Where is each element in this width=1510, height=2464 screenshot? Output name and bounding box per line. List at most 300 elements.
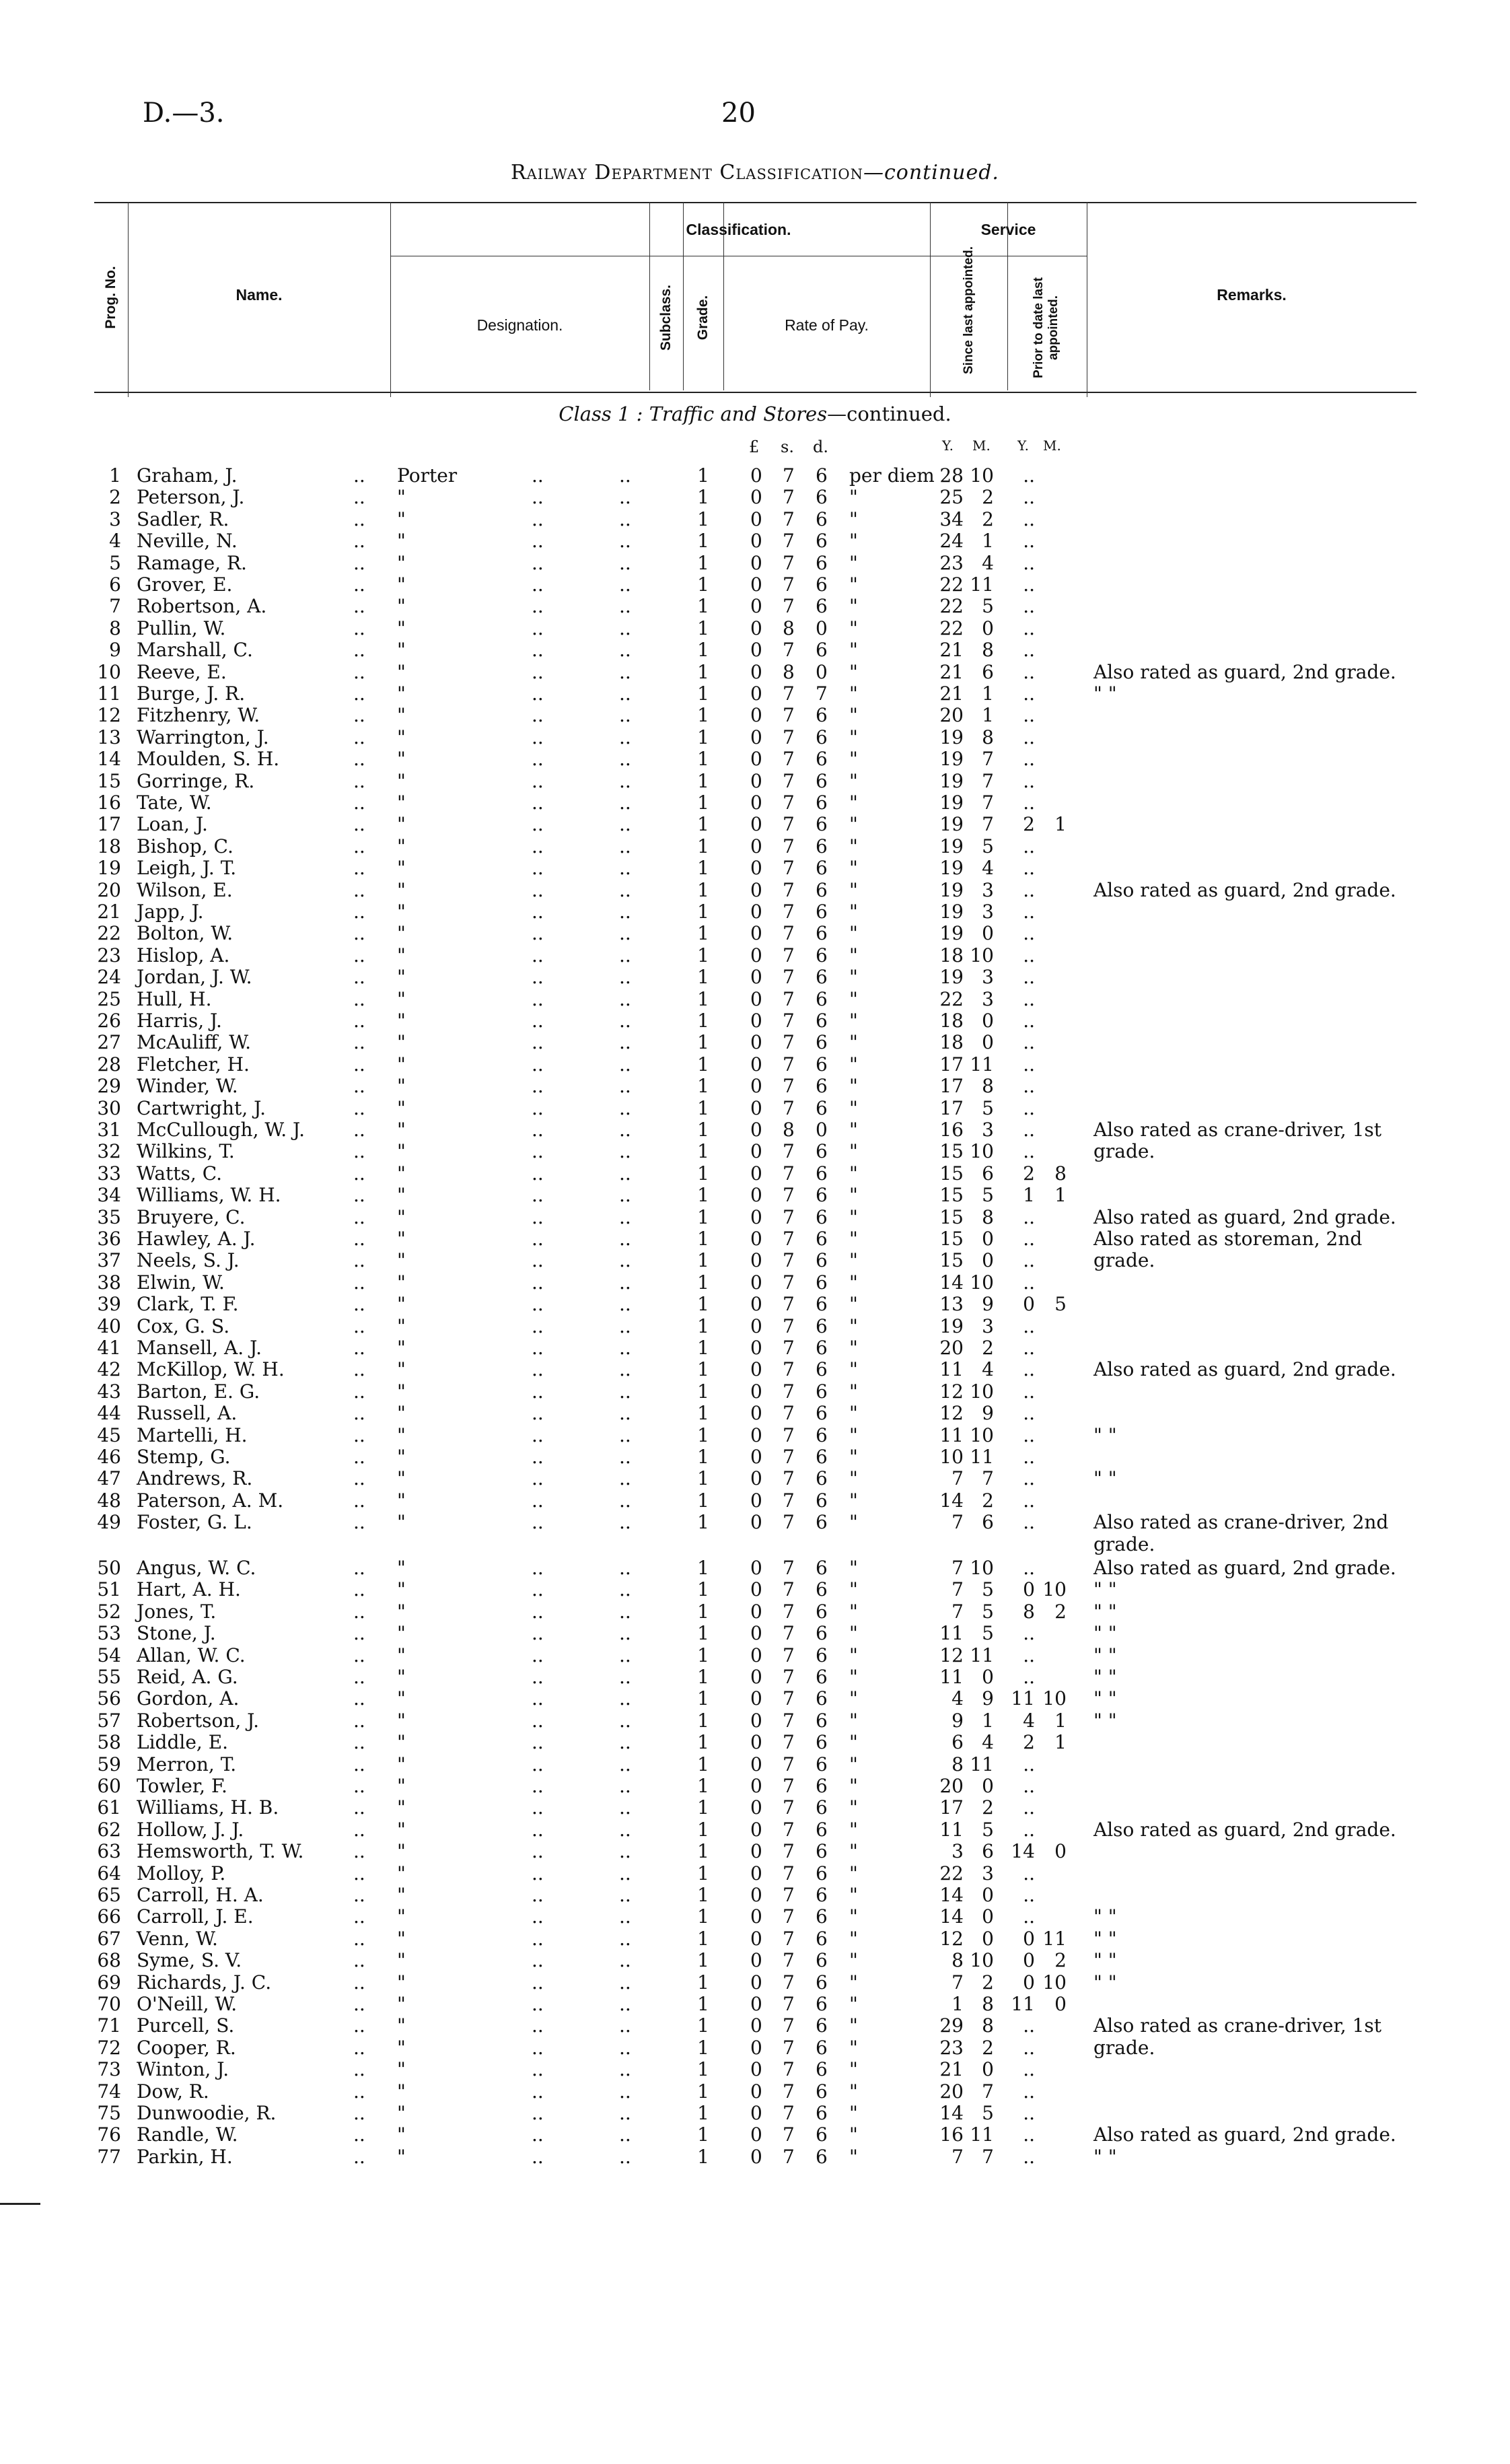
pay-pounds: 0 — [750, 1075, 762, 1098]
pay-shillings: 7 — [783, 966, 795, 989]
name: Richards, J. C. — [137, 1971, 272, 1994]
leader-dots: .. — [619, 2102, 631, 2124]
grade: 1 — [697, 1271, 709, 1294]
since-months: 6 — [982, 1162, 994, 1185]
leader-dots: .. — [353, 835, 365, 857]
pay-basis: " — [849, 1402, 858, 1425]
prior-years: .. — [1023, 639, 1035, 662]
pay-pounds: 0 — [750, 1249, 762, 1272]
pay-shillings: 7 — [783, 1687, 795, 1710]
table-row — [0, 879, 1510, 901]
grade: 1 — [697, 1818, 709, 1841]
leader-dots: .. — [532, 1666, 544, 1688]
prior-years: .. — [1023, 791, 1035, 814]
since-months: 9 — [982, 1293, 994, 1316]
pay-basis: " — [849, 1096, 858, 1119]
pay-basis: " — [849, 944, 858, 966]
pay-pence: 6 — [816, 1731, 828, 1754]
leader-dots: .. — [619, 1075, 631, 1098]
pay-pence: 6 — [816, 1622, 828, 1645]
leader-dots: .. — [619, 922, 631, 945]
pay-basis: " — [849, 901, 858, 923]
name: Robertson, J. — [137, 1709, 260, 1732]
prior-years: .. — [1023, 704, 1035, 727]
pay-pence: 6 — [816, 2123, 828, 2146]
grade: 1 — [697, 1709, 709, 1732]
since-months: 3 — [982, 1119, 994, 1141]
remarks: " " — [1093, 1622, 1117, 1645]
prior-years: .. — [1023, 987, 1035, 1010]
designation: " — [397, 1205, 406, 1228]
leader-dots: .. — [619, 2123, 631, 2146]
leader-dots: .. — [353, 1818, 365, 1841]
prior-years: .. — [1023, 857, 1035, 880]
since-years: 6 — [951, 1731, 964, 1754]
pay-basis: " — [849, 1578, 858, 1601]
prior-years: 4 — [1023, 1709, 1035, 1732]
pay-basis: " — [849, 1949, 858, 1972]
designation: " — [397, 813, 406, 836]
prog-no: 8 — [109, 617, 121, 639]
prior-years: .. — [1023, 1796, 1035, 1819]
pay-basis: " — [849, 1337, 858, 1359]
leader-dots: .. — [353, 507, 365, 530]
since-years: 16 — [939, 2123, 964, 2146]
pay-pence: 6 — [816, 1184, 828, 1207]
since-years: 18 — [939, 1031, 964, 1054]
pay-pounds: 0 — [750, 1578, 762, 1601]
leader-dots: .. — [532, 639, 544, 662]
leader-dots: .. — [353, 1687, 365, 1710]
since-years: 7 — [951, 1557, 964, 1579]
designation: " — [397, 595, 406, 618]
pay-basis: " — [849, 1927, 858, 1950]
pay-basis: " — [849, 1314, 858, 1337]
designation: " — [397, 1271, 406, 1294]
designation: " — [397, 1358, 406, 1381]
leader-dots: .. — [532, 878, 544, 901]
since-years: 20 — [939, 2080, 964, 2103]
pay-pence: 6 — [816, 486, 828, 509]
pay-basis: " — [849, 704, 858, 727]
grade: 1 — [697, 464, 709, 487]
table-row — [0, 1249, 1510, 1271]
pay-shillings: 7 — [783, 1031, 795, 1054]
since-years: 22 — [939, 573, 964, 596]
since-months: 11 — [970, 1644, 994, 1666]
leader-dots: .. — [532, 507, 544, 530]
prior-years: .. — [1023, 682, 1035, 705]
leader-dots: .. — [353, 922, 365, 945]
name: Paterson, A. M. — [137, 1489, 284, 1512]
grade: 1 — [697, 1380, 709, 1403]
since-months: 11 — [970, 2123, 994, 2146]
since-months: 8 — [982, 1993, 994, 2015]
table-row — [0, 1446, 1510, 1467]
since-months: 3 — [982, 878, 994, 901]
since-months: 0 — [982, 2058, 994, 2081]
designation: " — [397, 1467, 406, 1490]
name: Grover, E. — [137, 573, 233, 596]
table-row — [0, 1862, 1510, 1884]
grade: 1 — [697, 1840, 709, 1863]
grade: 1 — [697, 1578, 709, 1601]
prior-years: .. — [1023, 2123, 1035, 2146]
pay-basis: " — [849, 1862, 858, 1885]
name: Bishop, C. — [137, 835, 233, 857]
pay-pence: 6 — [816, 595, 828, 618]
grade: 1 — [697, 1010, 709, 1032]
designation: " — [397, 1775, 406, 1797]
grade: 1 — [697, 486, 709, 509]
pay-pence: 6 — [816, 1467, 828, 1490]
name: Tate, W. — [137, 791, 212, 814]
remarks: Also rated as guard, 2nd grade. — [1093, 1205, 1396, 1228]
table-row — [0, 661, 1510, 682]
name: Neville, N. — [137, 530, 238, 553]
name: Hollow, J. J. — [137, 1818, 244, 1841]
pay-shillings: 7 — [783, 1096, 795, 1119]
leader-dots: .. — [619, 1096, 631, 1119]
prior-years: .. — [1023, 1753, 1035, 1775]
since-months: 0 — [982, 922, 994, 945]
pay-shillings: 7 — [783, 573, 795, 596]
pay-pence: 6 — [816, 2080, 828, 2103]
since-years: 14 — [939, 1905, 964, 1928]
since-months: 7 — [982, 748, 994, 771]
pay-pence: 6 — [816, 639, 828, 662]
class-line — [0, 402, 1510, 425]
pay-pounds: 0 — [750, 1884, 762, 1906]
pay-shillings: 7 — [783, 1949, 795, 1972]
title-suffix: —continued. — [863, 161, 999, 184]
since-years: 20 — [939, 1775, 964, 1797]
leader-dots: .. — [353, 791, 365, 814]
pay-pounds: 0 — [750, 1053, 762, 1076]
since-years: 15 — [939, 1162, 964, 1185]
prog-no: 48 — [97, 1489, 121, 1512]
leader-dots: .. — [353, 573, 365, 596]
designation: " — [397, 2080, 406, 2103]
leader-dots: .. — [619, 2145, 631, 2168]
since-months: 0 — [982, 1228, 994, 1250]
since-months: 7 — [982, 1467, 994, 1490]
since-years: 22 — [939, 987, 964, 1010]
pay-basis: " — [849, 1818, 858, 1841]
table-row — [0, 1710, 1510, 1731]
prog-no: 25 — [97, 987, 121, 1010]
designation: " — [397, 704, 406, 727]
pay-pence: 6 — [816, 1709, 828, 1732]
leader-dots: .. — [619, 1271, 631, 1294]
grade: 1 — [697, 704, 709, 727]
since-years: 18 — [939, 944, 964, 966]
leader-dots: .. — [619, 857, 631, 880]
table-row — [0, 1644, 1510, 1666]
pay-pounds: 0 — [750, 507, 762, 530]
prior-years: .. — [1023, 878, 1035, 901]
grade: 1 — [697, 1119, 709, 1141]
leader-dots: .. — [353, 944, 365, 966]
prior-years: .. — [1023, 1884, 1035, 1906]
name: Andrews, R. — [137, 1467, 253, 1490]
designation: " — [397, 660, 406, 683]
prog-no: 11 — [97, 682, 121, 705]
designation: " — [397, 878, 406, 901]
leader-dots: .. — [353, 1249, 365, 1272]
since-months: 1 — [982, 530, 994, 553]
grade: 1 — [697, 1446, 709, 1468]
pay-pence: 6 — [816, 1380, 828, 1403]
since-years: 14 — [939, 1271, 964, 1294]
prog-no: 9 — [109, 639, 121, 662]
designation: " — [397, 1096, 406, 1119]
pay-basis: " — [849, 966, 858, 989]
prior-years: .. — [1023, 1249, 1035, 1272]
leader-dots: .. — [619, 1053, 631, 1076]
prog-no: 69 — [97, 1971, 121, 1994]
grade: 1 — [697, 857, 709, 880]
pay-pounds: 0 — [750, 748, 762, 771]
pay-pence: 6 — [816, 922, 828, 945]
pay-pounds: 0 — [750, 1119, 762, 1141]
grade: 1 — [697, 726, 709, 748]
leader-dots: .. — [532, 901, 544, 923]
header-name: Name. — [236, 286, 283, 304]
designation: " — [397, 1927, 406, 1950]
header-remarks: Remarks. — [1217, 286, 1287, 304]
leader-dots: .. — [532, 1446, 544, 1468]
pay-pence: 6 — [816, 573, 828, 596]
since-years: 16 — [939, 1119, 964, 1141]
since-years: 17 — [939, 1053, 964, 1076]
since-months: 9 — [982, 1402, 994, 1425]
leader-dots: .. — [532, 987, 544, 1010]
prog-no: 59 — [97, 1753, 121, 1775]
since-months: 5 — [982, 835, 994, 857]
name: Barton, E. G. — [137, 1380, 260, 1403]
prior-months: 1 — [1054, 1731, 1067, 1754]
grade: 1 — [697, 1511, 709, 1534]
pay-pounds: 0 — [750, 1205, 762, 1228]
pay-pounds: 0 — [750, 1467, 762, 1490]
grade: 1 — [697, 530, 709, 553]
pay-basis: " — [849, 878, 858, 901]
leader-dots: .. — [619, 726, 631, 748]
pay-pence: 6 — [816, 901, 828, 923]
leader-dots: .. — [532, 835, 544, 857]
pay-shillings: 7 — [783, 1862, 795, 1885]
since-months: 4 — [982, 551, 994, 574]
pay-pence: 6 — [816, 1600, 828, 1623]
leader-dots: .. — [619, 1557, 631, 1579]
prog-no: 33 — [97, 1162, 121, 1185]
leader-dots: .. — [353, 1796, 365, 1819]
pay-pounds: 0 — [750, 617, 762, 639]
designation: " — [397, 922, 406, 945]
since-years: 14 — [939, 1489, 964, 1512]
since-months: 10 — [970, 1380, 994, 1403]
pay-pounds: 0 — [750, 1010, 762, 1032]
name: Foster, G. L. — [137, 1511, 252, 1534]
leader-dots: .. — [619, 1205, 631, 1228]
designation: " — [397, 1666, 406, 1688]
name: Graham, J. — [137, 464, 238, 487]
leader-dots: .. — [532, 1467, 544, 1490]
since-months: 6 — [982, 1840, 994, 1863]
pay-pence: 6 — [816, 551, 828, 574]
prog-no: 71 — [97, 2014, 121, 2037]
pay-pounds: 0 — [750, 1184, 762, 1207]
pay-shillings: 7 — [783, 1840, 795, 1863]
prior-years: .. — [1023, 1423, 1035, 1446]
since-years: 14 — [939, 1884, 964, 1906]
since-months: 0 — [982, 1031, 994, 1054]
leader-dots: .. — [532, 1053, 544, 1076]
leader-dots: .. — [532, 1557, 544, 1579]
prior-years: .. — [1023, 507, 1035, 530]
pay-basis: " — [849, 1884, 858, 1906]
pay-shillings: 7 — [783, 1184, 795, 1207]
pay-shillings: 7 — [783, 1205, 795, 1228]
leader-dots: .. — [353, 1775, 365, 1797]
grade: 1 — [697, 2036, 709, 2059]
leader-dots: .. — [619, 1467, 631, 1490]
grade: 1 — [697, 507, 709, 530]
designation: " — [397, 857, 406, 880]
grade: 1 — [697, 660, 709, 683]
table-row — [0, 1687, 1510, 1709]
designation: " — [397, 2014, 406, 2037]
leader-dots: .. — [532, 551, 544, 574]
grade: 1 — [697, 1949, 709, 1972]
pay-pounds: 0 — [750, 1557, 762, 1579]
pay-pounds: 0 — [750, 2036, 762, 2059]
table-row — [0, 1840, 1510, 1862]
prog-no: 52 — [97, 1600, 121, 1623]
leader-dots: .. — [619, 2080, 631, 2103]
pay-pence: 6 — [816, 1162, 828, 1185]
leader-dots: .. — [353, 1337, 365, 1359]
grade: 1 — [697, 1622, 709, 1645]
leader-dots: .. — [532, 1971, 544, 1994]
leader-dots: .. — [353, 769, 365, 792]
table-row — [0, 1402, 1510, 1423]
pay-pounds: 0 — [750, 1031, 762, 1054]
grade: 1 — [697, 2058, 709, 2081]
prog-no: 23 — [97, 944, 121, 966]
name: Winton, J. — [137, 2058, 229, 2081]
grade: 1 — [697, 1031, 709, 1054]
since-years: 29 — [939, 2014, 964, 2037]
pay-basis: " — [849, 1796, 858, 1819]
pay-basis: " — [849, 769, 858, 792]
grade: 1 — [697, 813, 709, 836]
pay-shillings: 7 — [783, 551, 795, 574]
leader-dots: .. — [353, 1446, 365, 1468]
leader-dots: .. — [353, 1010, 365, 1032]
name: Gorringe, R. — [137, 769, 255, 792]
pay-pence: 6 — [816, 464, 828, 487]
pay-pounds: 0 — [750, 1511, 762, 1534]
pay-pence: 6 — [816, 1884, 828, 1906]
table-row — [0, 748, 1510, 769]
pay-shillings: 8 — [783, 660, 795, 683]
designation: " — [397, 769, 406, 792]
name: Bolton, W. — [137, 922, 233, 945]
title-main: Railway Department Classification — [511, 161, 863, 184]
pay-basis: " — [849, 2036, 858, 2059]
designation: " — [397, 1862, 406, 1885]
prior-years: .. — [1023, 1467, 1035, 1490]
prog-no: 65 — [97, 1884, 121, 1906]
pay-pence: 6 — [816, 1971, 828, 1994]
name: Dunwoodie, R. — [137, 2102, 277, 2124]
leader-dots: .. — [353, 1709, 365, 1732]
leader-dots: .. — [619, 1862, 631, 1885]
pay-basis: " — [849, 1557, 858, 1579]
grade: 1 — [697, 1228, 709, 1250]
pay-pounds: 0 — [750, 660, 762, 683]
designation: " — [397, 901, 406, 923]
leader-dots: .. — [619, 507, 631, 530]
designation: " — [397, 1293, 406, 1316]
designation: " — [397, 748, 406, 771]
grade: 1 — [697, 1666, 709, 1688]
since-months: 4 — [982, 857, 994, 880]
pay-shillings: 7 — [783, 726, 795, 748]
prior-years: .. — [1023, 530, 1035, 553]
leader-dots: .. — [532, 1884, 544, 1906]
name: Japp, J. — [137, 901, 204, 923]
since-years: 12 — [939, 1380, 964, 1403]
leader-dots: .. — [619, 1380, 631, 1403]
pay-pence: 6 — [816, 1905, 828, 1928]
since-years: 1 — [951, 1993, 964, 2015]
pay-pence: 6 — [816, 1031, 828, 1054]
pay-shillings: 8 — [783, 1119, 795, 1141]
pay-shillings: 7 — [783, 1075, 795, 1098]
leader-dots: .. — [619, 2058, 631, 2081]
pay-pence: 6 — [816, 726, 828, 748]
leader-dots: .. — [353, 1314, 365, 1337]
since-months: 2 — [982, 1489, 994, 1512]
leader-dots: .. — [619, 1753, 631, 1775]
remarks: " " — [1093, 1687, 1117, 1710]
leader-dots: .. — [619, 1031, 631, 1054]
remarks: grade. — [1093, 1533, 1155, 1555]
since-months: 3 — [982, 1862, 994, 1885]
since-months: 5 — [982, 1578, 994, 1601]
prior-years: .. — [1023, 1380, 1035, 1403]
pay-pounds: 0 — [750, 922, 762, 945]
remarks: Also rated as guard, 2nd grade. — [1093, 1557, 1396, 1579]
since-years: 8 — [951, 1949, 964, 1972]
pay-basis: " — [849, 2058, 858, 2081]
pay-basis: " — [849, 1380, 858, 1403]
since-months: 5 — [982, 1622, 994, 1645]
table-row — [0, 922, 1510, 944]
leader-dots: .. — [353, 1993, 365, 2015]
leader-dots: .. — [353, 1600, 365, 1623]
designation: " — [397, 1140, 406, 1163]
since-months: 5 — [982, 1600, 994, 1623]
grade: 1 — [697, 639, 709, 662]
table-row — [0, 1928, 1510, 1949]
since-years: 23 — [939, 2036, 964, 2059]
pay-shillings: 7 — [783, 464, 795, 487]
pay-pounds: 0 — [750, 901, 762, 923]
